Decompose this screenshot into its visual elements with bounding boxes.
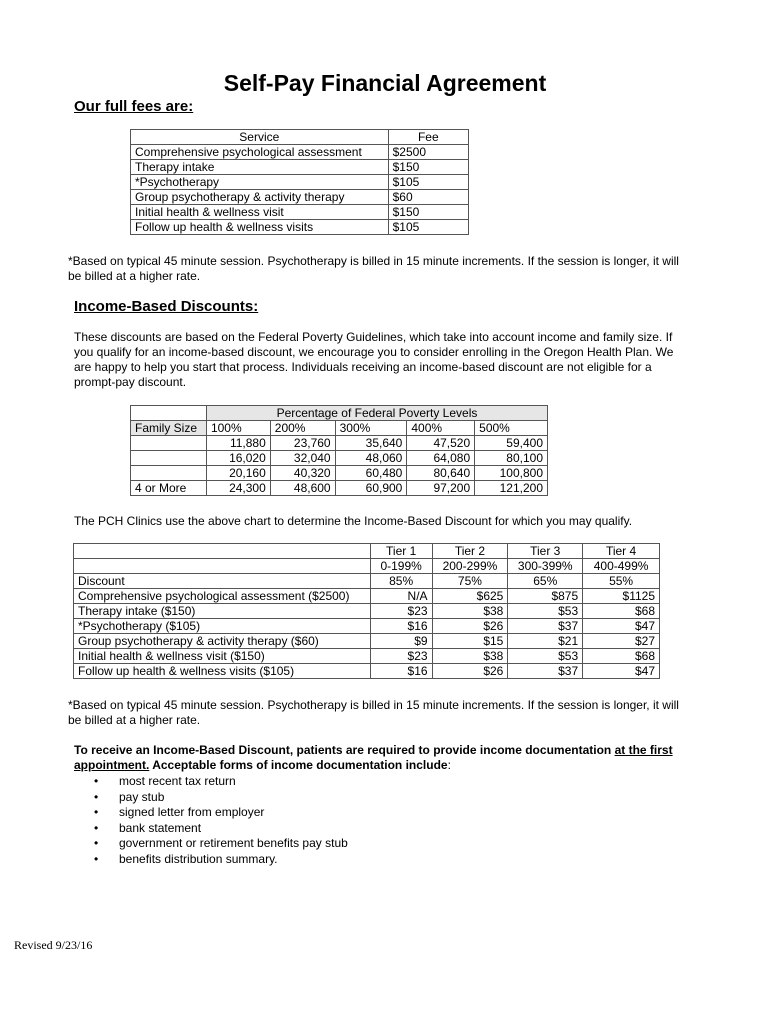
price-cell: $53 — [508, 604, 583, 619]
price-cell: N/A — [370, 589, 432, 604]
list-item: • pay stub — [74, 790, 574, 806]
price-cell: $26 — [432, 619, 508, 634]
tier-range: 200-299% — [432, 559, 508, 574]
table-row — [131, 406, 548, 421]
service-cell: *Psychotherapy — [131, 175, 389, 190]
fpl-header: Percentage of Federal Poverty Levels — [206, 406, 547, 421]
documentation-first-appointment: at the first appointment. — [74, 743, 673, 772]
income-cell: 48,060 — [335, 451, 407, 466]
tier-name: Tier 3 — [508, 544, 583, 559]
price-cell: $23 — [370, 604, 432, 619]
documentation-requirement — [74, 743, 684, 773]
discount-cell: 75% — [432, 574, 508, 589]
service-cell: Initial health & wellness visit ($150) — [74, 649, 371, 664]
service-cell: Group psychotherapy & activity therapy — [131, 190, 389, 205]
discount-label: Discount — [74, 574, 371, 589]
list-item: • bank statement — [74, 821, 574, 837]
documentation-lead: To receive an Income-Based Discount, patients are required to provide income documentation — [74, 743, 615, 757]
service-cell: *Psychotherapy ($105) — [74, 619, 371, 634]
income-cell: 48,600 — [270, 481, 335, 496]
table-row — [131, 451, 548, 466]
empty-cell — [74, 544, 371, 559]
price-cell: $53 — [508, 649, 583, 664]
price-cell: $38 — [432, 649, 508, 664]
list-item: • signed letter from employer — [74, 805, 574, 821]
tier-range: 300-399% — [508, 559, 583, 574]
service-cell: Therapy intake ($150) — [74, 604, 371, 619]
income-discounts-intro: These discounts are based on the Federal Poverty Guidelines, which take into account income and family size. If you qualify for an income-based discount, we encourage you to consider enrolling in the Oregon Health Plan. We are happy to help you start that process. Individuals receiving an income-based discount are not eligible for a prompt-pay discount. — [74, 330, 674, 389]
price-cell: $23 — [370, 649, 432, 664]
income-cell: 40,320 — [270, 466, 335, 481]
service-column-header: Service — [131, 130, 389, 145]
table-row — [131, 421, 548, 436]
table-row — [74, 604, 660, 619]
fee-column-header: Fee — [388, 130, 468, 145]
pct-header: 400% — [407, 421, 475, 436]
income-cell: 80,640 — [407, 466, 475, 481]
fee-cell: $2500 — [388, 145, 468, 160]
fee-cell: $150 — [388, 205, 468, 220]
table-row — [74, 589, 660, 604]
tier-name: Tier 2 — [432, 544, 508, 559]
table-row — [74, 574, 660, 589]
service-cell: Comprehensive psychological assessment — [131, 145, 389, 160]
income-cell: 20,160 — [206, 466, 270, 481]
service-cell: Comprehensive psychological assessment ($2500) — [74, 589, 371, 604]
table-row — [74, 559, 660, 574]
table-row — [131, 175, 469, 190]
income-cell: 11,880 — [206, 436, 270, 451]
price-cell: $68 — [583, 649, 660, 664]
price-cell: $21 — [508, 634, 583, 649]
price-cell: $37 — [508, 664, 583, 679]
family-size-cell: 4 or More — [131, 481, 207, 496]
pct-header: 100% — [206, 421, 270, 436]
service-cell: Group psychotherapy & activity therapy ($60) — [74, 634, 371, 649]
service-cell: Follow up health & wellness visits — [131, 220, 389, 235]
income-cell: 23,760 — [270, 436, 335, 451]
tier-range: 400-499% — [583, 559, 660, 574]
family-size-cell — [131, 436, 207, 451]
income-cell: 32,040 — [270, 451, 335, 466]
family-size-cell — [131, 466, 207, 481]
price-cell: $625 — [432, 589, 508, 604]
income-cell: 59,400 — [475, 436, 548, 451]
family-size-header: Family Size — [131, 421, 207, 436]
table-row — [131, 466, 548, 481]
service-cell: Initial health & wellness visit — [131, 205, 389, 220]
income-cell: 35,640 — [335, 436, 407, 451]
price-cell: $15 — [432, 634, 508, 649]
family-size-cell — [131, 451, 207, 466]
price-cell: $47 — [583, 619, 660, 634]
table-row — [74, 664, 660, 679]
list-item: • government or retirement benefits pay stub — [74, 836, 574, 852]
price-cell: $27 — [583, 634, 660, 649]
table-row — [74, 649, 660, 664]
income-cell: 97,200 — [407, 481, 475, 496]
table-row — [74, 544, 660, 559]
page-title: Self-Pay Financial Agreement — [223, 70, 547, 96]
fee-cell: $150 — [388, 160, 468, 175]
price-cell: $37 — [508, 619, 583, 634]
tier-range: 0-199% — [370, 559, 432, 574]
income-cell: 60,900 — [335, 481, 407, 496]
price-cell: $38 — [432, 604, 508, 619]
full-fees-note: *Based on typical 45 minute session. Psychotherapy is billed in 15 minute increments. If the session is longer, it will be billed at a higher rate. — [68, 254, 679, 283]
fee-cell: $60 — [388, 190, 468, 205]
list-item: • most recent tax return — [74, 774, 574, 790]
documentation-list — [74, 774, 574, 867]
price-cell: $1125 — [583, 589, 660, 604]
pct-header: 300% — [335, 421, 407, 436]
chart-note: The PCH Clinics use the above chart to determine the Income-Based Discount for which you may qualify. — [74, 514, 633, 528]
income-cell: 47,520 — [407, 436, 475, 451]
price-cell: $16 — [370, 619, 432, 634]
documentation-colon: : — [447, 758, 451, 772]
table-row — [74, 634, 660, 649]
price-cell: $26 — [432, 664, 508, 679]
price-cell: $875 — [508, 589, 583, 604]
service-cell: Follow up health & wellness visits ($105) — [74, 664, 371, 679]
service-cell: Therapy intake — [131, 160, 389, 175]
price-cell: $47 — [583, 664, 660, 679]
full-fees-heading: Our full fees are: — [74, 98, 194, 115]
table-row — [131, 481, 548, 496]
table-row — [131, 436, 548, 451]
full-fees-table — [130, 129, 469, 235]
empty-cell — [74, 559, 371, 574]
table-row — [131, 205, 469, 220]
fee-cell: $105 — [388, 220, 468, 235]
tier-name: Tier 1 — [370, 544, 432, 559]
income-cell: 80,100 — [475, 451, 548, 466]
table-row — [74, 619, 660, 634]
income-cell: 64,080 — [407, 451, 475, 466]
discount-cell: 85% — [370, 574, 432, 589]
list-item: • benefits distribution summary. — [74, 852, 574, 868]
empty-cell — [131, 406, 207, 421]
tier-discount-table — [73, 543, 660, 679]
fee-cell: $105 — [388, 175, 468, 190]
income-cell: 16,020 — [206, 451, 270, 466]
table-row — [131, 145, 469, 160]
revised-date: Revised 9/23/16 — [14, 938, 93, 952]
discount-cell: 65% — [508, 574, 583, 589]
table-row — [131, 160, 469, 175]
price-cell: $68 — [583, 604, 660, 619]
income-cell: 60,480 — [335, 466, 407, 481]
pct-header: 200% — [270, 421, 335, 436]
pct-header: 500% — [475, 421, 548, 436]
tier-name: Tier 4 — [583, 544, 660, 559]
tier-note: *Based on typical 45 minute session. Psychotherapy is billed in 15 minute increments. If the session is longer, it will be billed at a higher rate. — [68, 698, 679, 727]
price-cell: $9 — [370, 634, 432, 649]
income-cell: 24,300 — [206, 481, 270, 496]
table-row — [131, 190, 469, 205]
discount-cell: 55% — [583, 574, 660, 589]
income-cell: 121,200 — [475, 481, 548, 496]
income-cell: 100,800 — [475, 466, 548, 481]
table-row — [131, 130, 469, 145]
documentation-lead-tail: Acceptable forms of income documentation include — [149, 758, 448, 772]
price-cell: $16 — [370, 664, 432, 679]
poverty-level-table — [130, 405, 548, 496]
income-discounts-heading: Income-Based Discounts: — [74, 298, 259, 315]
table-row — [131, 220, 469, 235]
